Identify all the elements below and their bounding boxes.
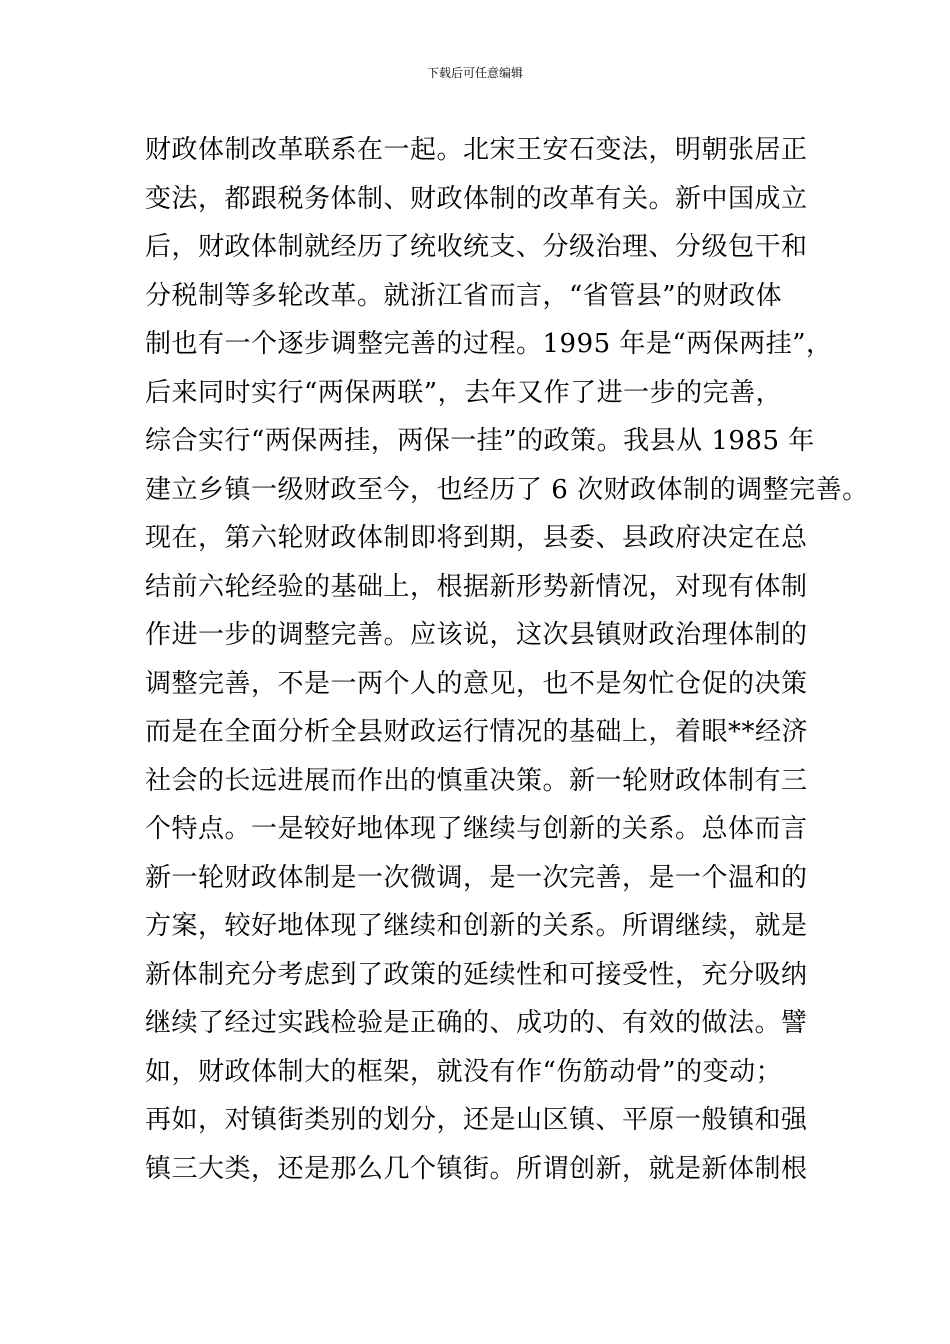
text-line: 方案，较好地体现了继续和创新的关系。所谓继续，就是 [145, 911, 808, 941]
text-line: 结前六轮经验的基础上，根据新形势新情况，对现有体制 [145, 571, 808, 602]
text-line: 新体制充分考虑到了政策的延续性和可接受性，充分吸纳 [145, 959, 808, 990]
text-line: 财政体制改革联系在一起。北宋王安石变法，明朝张居正 [145, 135, 808, 165]
text-line: 后，财政体制就经历了统收统支、分级治理、分级包干和 [145, 232, 808, 262]
text-line: 后来同时实行“两保两联”，去年又作了进一步的完善， [145, 377, 783, 408]
text-line: 再如，对镇街类别的划分，还是山区镇、平原一般镇和强 [145, 1105, 808, 1135]
text-line: 如，财政体制大的框架，就没有作“伤筋动骨”的变动； [145, 1056, 783, 1087]
text-line: 现在，第六轮财政体制即将到期，县委、县政府决定在总 [145, 523, 808, 553]
text-line: 作进一步的调整完善。应该说，这次县镇财政治理体制的 [145, 620, 808, 650]
text-line: 个特点。一是较好地体现了继续与创新的关系。总体而言 [145, 814, 808, 844]
document-body [145, 126, 869, 1193]
text-line: 镇三大类，还是那么几个镇街。所谓创新，就是新体制根 [145, 1153, 808, 1184]
page-header: 下载后可任意编辑 [426, 66, 523, 80]
text-line: 综合实行“两保两挂，两保一挂”的政策。我县从 1985 年 [145, 426, 815, 456]
text-line: 新一轮财政体制是一次微调，是一次完善，是一个温和的 [145, 862, 808, 893]
text-line: 变法，都跟税务体制、财政体制的改革有关。新中国成立 [145, 183, 808, 214]
text-line: 分税制等多轮改革。就浙江省而言，“省管县”的财政体 [145, 280, 783, 311]
text-line: 制也有一个逐步调整完善的过程。1995 年是“两保两挂”， [145, 329, 833, 359]
text-line: 社会的长远进展而作出的慎重决策。新一轮财政体制有三 [145, 765, 808, 796]
text-line: 而是在全面分析全县财政运行情况的基础上，着眼**经济 [145, 717, 809, 747]
text-line: 建立乡镇一级财政至今，也经历了 6 次财政体制的调整完善。 [145, 474, 869, 505]
text-line: 调整完善，不是一两个人的意见，也不是匆忙仓促的决策 [145, 668, 808, 699]
text-line: 继续了经过实践检验是正确的、成功的、有效的做法。譬 [145, 1008, 808, 1038]
